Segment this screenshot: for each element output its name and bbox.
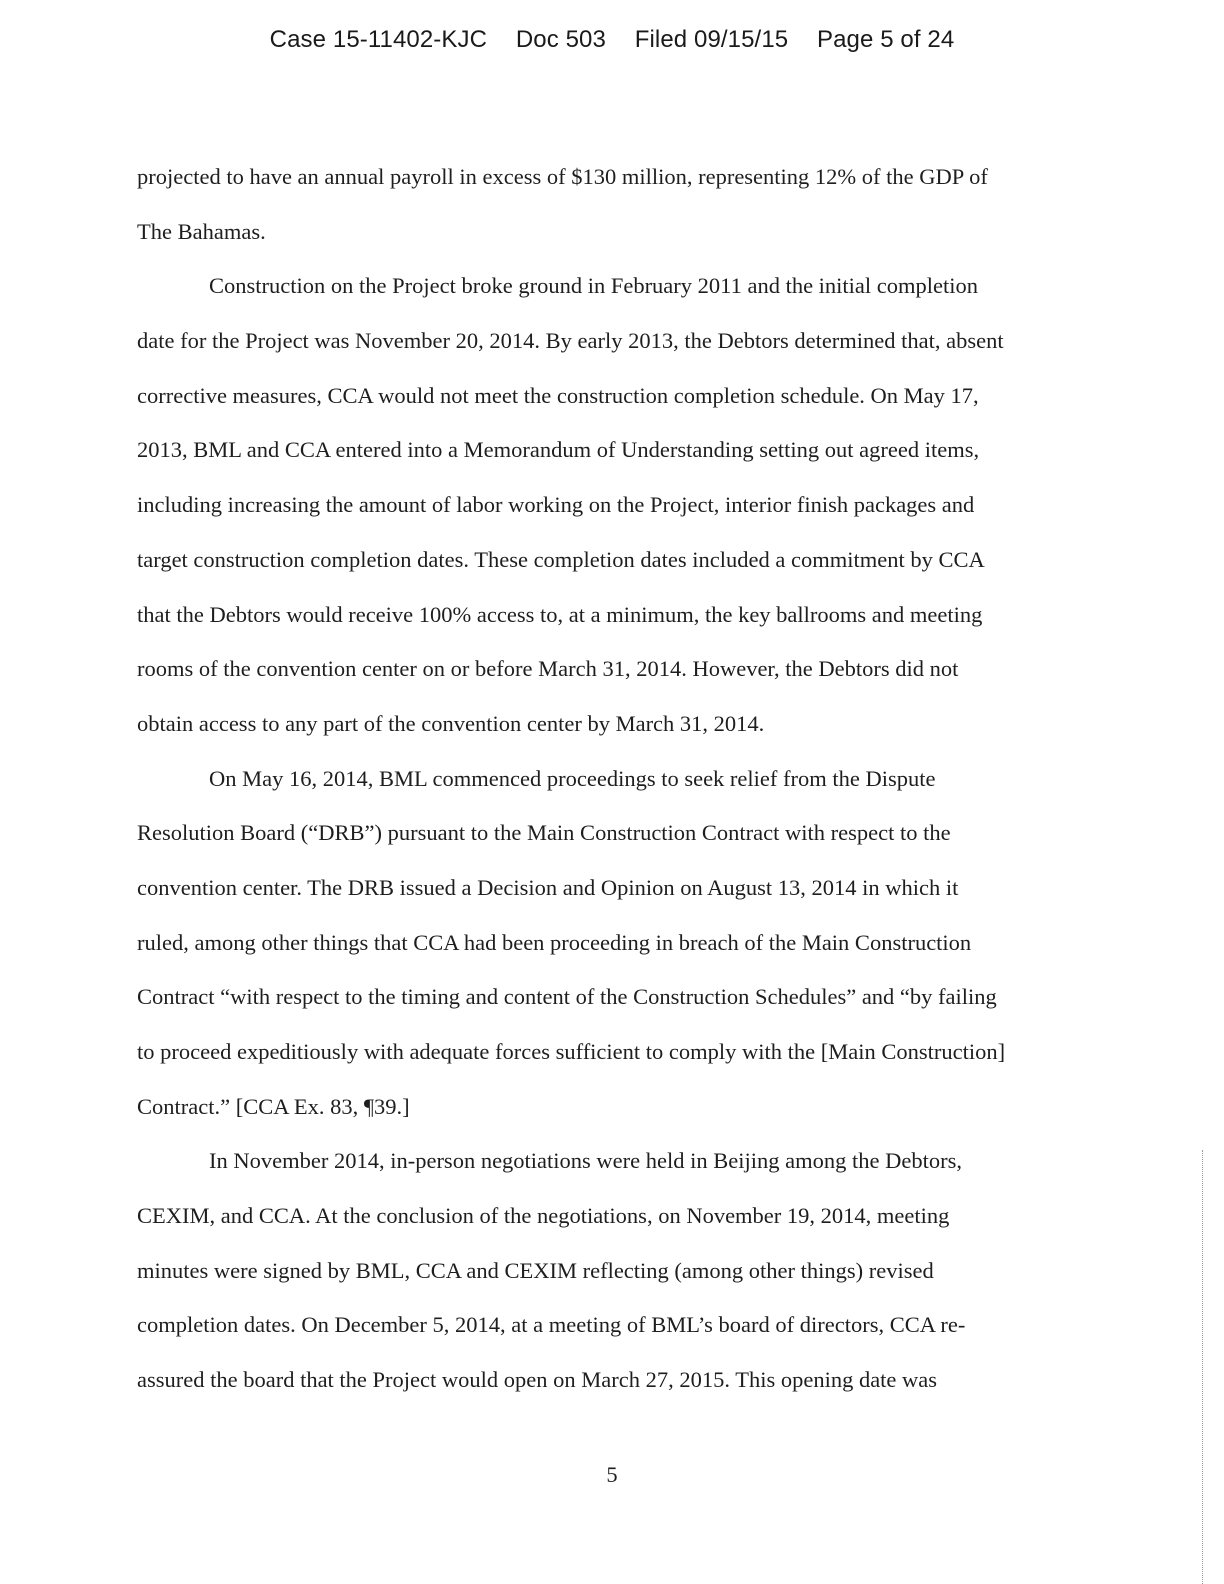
text-line: Resolution Board (“DRB”) pursuant to the Main Construction Contract with respect to the — [137, 820, 951, 846]
text-line: The Bahamas. — [137, 218, 266, 244]
text-line: minutes were signed by BML, CCA and CEXIM reflecting (among other things) revised — [137, 1257, 934, 1283]
case-number: Case 15-11402-KJC — [269, 26, 488, 53]
body-text — [137, 150, 1082, 1408]
text-line: including increasing the amount of labor working on the Project, interior finish packages and — [137, 492, 975, 518]
text-line: CEXIM, and CCA. At the conclusion of the negotiations, on November 19, 2014, meeting — [137, 1203, 950, 1229]
text-line: convention center. The DRB issued a Decision and Opinion on August 13, 2014 in which it — [137, 874, 959, 900]
text-line: rooms of the convention center on or before March 31, 2014. However, the Debtors did not — [137, 656, 959, 682]
text-line: assured the board that the Project would open on March 27, 2015. This opening date was — [137, 1367, 938, 1393]
text-line: obtain access to any part of the convention center by March 31, 2014. — [137, 710, 765, 736]
filed-date: Filed 09/15/15 — [634, 26, 789, 53]
paragraph-start-line: In November 2014, in-person negotiations were held in Beijing among the Debtors, — [209, 1148, 962, 1174]
document-number: Doc 503 — [515, 26, 606, 53]
text-line: ruled, among other things that CCA had been proceeding in breach of the Main Construction — [137, 929, 972, 955]
paragraph-start-line: On May 16, 2014, BML commenced proceedings to seek relief from the Dispute — [209, 765, 936, 791]
text-line: Contract.” [CCA Ex. 83, ¶39.] — [137, 1093, 410, 1119]
page-number: 5 — [606, 1462, 618, 1487]
case-filing-header — [0, 26, 1224, 54]
text-line: 2013, BML and CCA entered into a Memorandum of Understanding setting out agreed items, — [137, 437, 980, 463]
page-count: Page 5 of 24 — [817, 26, 955, 53]
text-line: corrective measures, CCA would not meet the construction completion schedule. On May 17, — [137, 382, 979, 408]
scan-edge-artifact — [1202, 1150, 1203, 1584]
text-line: completion dates. On December 5, 2014, at a meeting of BML’s board of directors, CCA re- — [137, 1312, 966, 1338]
paragraph-start-line: Construction on the Project broke ground in February 2011 and the initial completion — [209, 273, 979, 299]
text-line: to proceed expeditiously with adequate forces sufficient to comply with the [Main Construction] — [137, 1039, 1006, 1064]
text-line: date for the Project was November 20, 2014. By early 2013, the Debtors determined that, absent — [137, 328, 1004, 354]
text-line: target construction completion dates. These completion dates included a commitment by CCA — [137, 546, 985, 572]
text-line: that the Debtors would receive 100% access to, at a minimum, the key ballrooms and meeting — [137, 601, 983, 627]
text-line: projected to have an annual payroll in excess of $130 million, representing 12% of the GDP of — [137, 164, 988, 189]
text-line: Contract “with respect to the timing and content of the Construction Schedules” and “by failing — [137, 984, 997, 1010]
